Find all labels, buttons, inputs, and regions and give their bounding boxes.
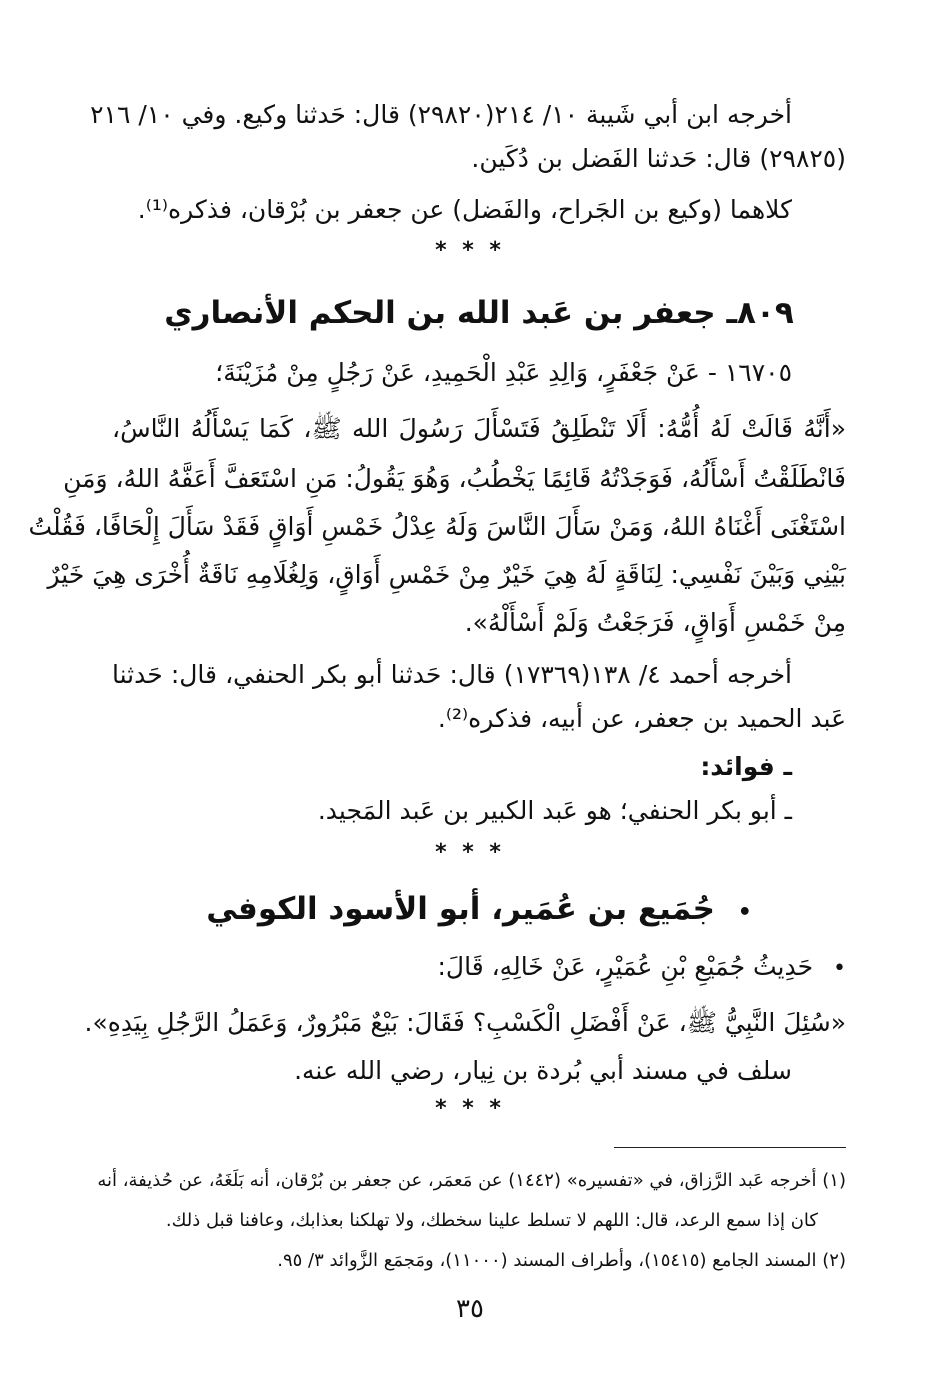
- text-line: سلف في مسند أبي بُردة بن نِيار، رضي الله عنه.: [294, 1056, 792, 1085]
- hadith-text-line: بَيْنِي وَبَيْنَ نَفْسِي: لِنَاقَةٍ لَهُ هِيَ خَيْرٌ مِنْ خَمْسِ أَوَاقٍ، وَلِغُلَامِهِ نَاقَةٌ أُخْرَى هِيَ خَيْرٌ: [47, 560, 846, 589]
- hadith-text-line: «سُئِلَ النَّبِيُّ ﷺ، عَنْ أَفْضَلِ الْكَسْبِ؟ فَقَالَ: بَيْعٌ مَبْرُورٌ، وَعَمَلُ الرَّجُلِ بِيَدِهِ».: [84, 1008, 846, 1037]
- hadith-number: ١٦٧٠٥: [724, 358, 792, 387]
- section-separator: * * *: [435, 238, 505, 263]
- section-separator: * * *: [435, 1096, 505, 1121]
- text-line: أخرجه ابن أبي شَيبة ١٠/ ٢١٤(٢٩٨٢٠) قال: حَدثنا وكيع. وفي ١٠/ ٢١٦: [90, 100, 792, 129]
- hadith-text-line: مِنْ خَمْسِ أَوَاقٍ، فَرَجَعْتُ وَلَمْ أَسْأَلْهُ».: [464, 608, 846, 637]
- dash: -: [699, 358, 717, 387]
- text-line: أخرجه أحمد ٤/ ١٣٨(١٧٣٦٩) قال: حَدثنا أبو بكر الحنفي، قال: حَدثنا: [112, 660, 792, 689]
- hadith-text-line: اسْتَغْنَى أَغْنَاهُ اللهُ، وَمَنْ سَأَلَ النَّاسَ وَلَهُ عِدْلُ خَمْسِ أَوَاقٍ فَقَدْ سَأَلَ إِلْحَافًا، فَقُلْتُ: [28, 512, 846, 541]
- text-line: ـ أبو بكر الحنفي؛ هو عَبد الكبير بن عَبد المَجيد.: [317, 796, 792, 825]
- section-heading: [112, 890, 846, 932]
- bullet-icon: •: [737, 900, 752, 925]
- text-line: عَبد الحميد بن جعفر، عن أبيه، فذكره⁽²⁾.: [437, 704, 846, 733]
- benefits-heading: ـ فوائد:: [700, 752, 792, 781]
- isnad-text: عَنْ جَعْفَرٍ، وَالِدِ عَبْدِ الْحَمِيدِ، عَنْ رَجُلٍ مِنْ مُزَيْنَةَ؛: [215, 358, 700, 387]
- footnote-divider: [614, 1147, 846, 1148]
- text-line: كلاهما (وكيع بن الجَراح، والفَضل) عن جعفر بن بُرْقان، فذكره⁽¹⁾.: [137, 195, 792, 224]
- section-separator: * * *: [435, 840, 505, 865]
- isnad-text: حَدِيثُ جُمَيْعِ بْنِ عُمَيْرٍ، عَنْ خَالِهِ، قَالَ:: [437, 952, 814, 981]
- footnote-line: كان إذا سمع الرعد، قال: اللهم لا تسلط علينا سخطك، ولا تهلكنا بعذابك، وعافنا قبل ذلك.: [165, 1210, 818, 1231]
- bullet-icon: •: [833, 956, 846, 981]
- hadith-isnad-line: [112, 948, 846, 988]
- text-line: (٢٩٨٢٥) قال: حَدثنا الفَضل بن دُكَين.: [471, 144, 846, 173]
- footnote-line: (٢) المسند الجامع (١٥٤١٥)، وأطراف المسند (١١٠٠٠)، ومَجمَع الزَّوائد ٣/ ٩٥.: [277, 1250, 846, 1271]
- hadith-text-line: «أَنَّهُ قَالَتْ لَهُ أُمُّهُ: أَلَا تَنْطَلِقُ فَتَسْأَلَ رَسُولَ الله ﷺ، كَمَا يَسْأَلُهُ النَّاسُ،: [112, 414, 846, 443]
- hadith-text-line: فَانْطَلَقْتُ أَسْأَلُهُ، فَوَجَدْتُهُ قَائِمًا يَخْطُبُ، وَهُوَ يَقُولُ: مَنِ اسْتَعَفَّ أَعَفَّهُ اللهُ، وَمَنِ: [63, 464, 846, 493]
- page-number: ٣٥: [456, 1294, 484, 1324]
- footnote-line: (١) أخرجه عَبد الرَّزاق، في «تفسيره» (١٤٤٢) عن مَعمَر، عن جعفر بن بُرْقان، أنه بَلَغَهُ، عن حُذيفة، أنه: [97, 1170, 846, 1191]
- section-heading: ٨٠٩ـ جعفر بن عَبد الله بن الحكم الأنصاري: [164, 295, 794, 331]
- heading-text: جُمَيع بن عُمَير، أبو الأسود الكوفي: [206, 891, 715, 927]
- hadith-isnad-line: [112, 354, 792, 392]
